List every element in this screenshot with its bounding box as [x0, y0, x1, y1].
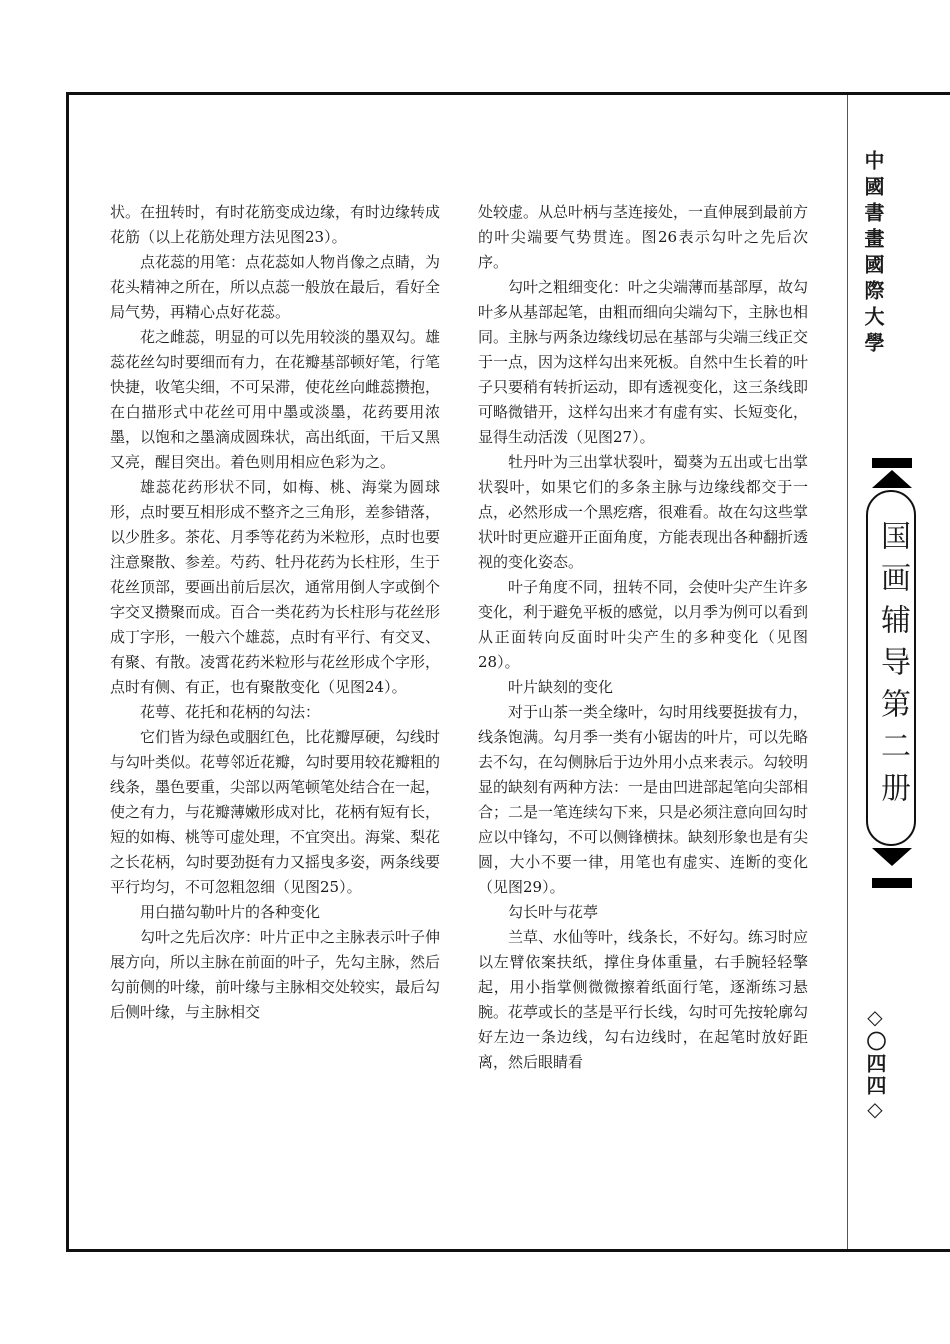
paragraph: 勾叶之粗细变化：叶之尖端薄而基部厚，故勾叶多从基部起笔，由粗而细向尖端勾下，主脉也相同。主脉与两条边缘线切忌在基部与尖端三线正交于一点，因为这样勾出来死板。自然中生长着的叶子只要稍有转折运动，即有透视变化，这三条线即可略微错开，这样勾出来才有虚有实、长短变化，显得生动活泼（见图27）。 — [478, 278, 809, 446]
paragraph: 它们皆为绿色或胭红色，比花瓣厚硬，勾线时与勾叶类似。花萼邻近花瓣，勾时要用较花瓣粗的线条，墨色要重，尖部以两笔顿笔处结合在一起，使之有力，与花瓣薄嫩形成对比，花柄有短有长，短的如梅、桃等可虚处理，不宜突出。海棠、梨花之长花柄，勾时要劲挺有力又摇曳多姿，两条线要平行均匀，不可忽粗忽细（见图25）。 — [110, 728, 441, 896]
paragraph: 雄蕊花药形状不同，如梅、桃、海棠为圆球形，点时要互相形成不整齐之三角形，差参错落，以少胜多。茶花、月季等花药为米粒形，点时也要注意聚散、参差。芍药、牡丹花药为长柱形，生于花丝顶部，要画出前后层次，通常用倒人字或倒个字交叉攒聚而成。百合一类花药为长柱形与花丝形成丁字形，一般六个雄蕊，点时有平行、有交叉、有聚、有散。凌霄花药米粒形与花丝形成个字形，点时有侧、有正，也有聚散变化（见图24）。 — [110, 478, 441, 696]
paragraph: 花之雌蕊，明显的可以先用较淡的墨双勾。雄蕊花丝勾时要细而有力，在花瓣基部顿好笔，行笔快捷，收笔尖细，不可呆滞，使花丝向雌蕊攒抱，在白描形式中花丝可用中墨或淡墨，花药要用浓墨，以饱和之墨滴成圆珠状，高出纸面，干后又黑又亮，醒目突出。着色则用相应色彩为之。 — [110, 328, 441, 471]
section-heading: 用白描勾勒叶片的各种变化 — [140, 903, 321, 921]
section-heading: 花萼、花托和花柄的勾法： — [140, 703, 321, 721]
section-heading: 叶片缺刻的变化 — [508, 678, 614, 696]
title-band-top — [872, 458, 912, 468]
paragraph: 牡丹叶为三出掌状裂叶，蜀葵为五出或七出掌状裂叶，如果它们的多条主脉与边缘线都交于一点，必然形成一个黑疙瘩，很难看。故在勾这些掌状叶时更应避开正面角度，方能表现出各种翻折透视的变化姿态。 — [478, 453, 809, 571]
frame-top-border — [66, 92, 950, 95]
paragraph: 勾叶之先后次序：叶片正中之主脉表示叶子伸展方向，所以主脉在前面的叶子，先勾主脉，然后勾前侧的叶缘，前叶缘与主脉相交处较实，最后勾后侧叶缘，与主脉相交 — [110, 928, 441, 1021]
paragraph: 点花蕊的用笔：点花蕊如人物肖像之点睛，为花头精神之所在，所以点蕊一般放在最后，看好全局气势，再精心点好花蕊。 — [110, 253, 441, 321]
title-band-bottom — [872, 878, 912, 888]
paragraph: 处较虚。从总叶柄与茎连接处，一直伸展到最前方的叶尖端要气势贯连。图26表示勾叶之先后次序。 — [478, 203, 809, 271]
right-text-column — [478, 200, 808, 1075]
frame-left-border — [66, 92, 69, 1252]
paragraph: 状。在扭转时，有时花筋变成边缘，有时边缘转成花筋（以上花筋处理方法见图23）。 — [110, 203, 441, 246]
left-text-column — [110, 200, 440, 1025]
frame-bottom-border — [66, 1249, 950, 1252]
margin-divider — [847, 95, 848, 1249]
chevron-up-ornament-icon — [872, 470, 912, 488]
paragraph: 叶子角度不同，扭转不同，会使叶尖产生许多变化，利于避免平板的感觉，以月季为例可以看到从正面转向反面时叶尖产生的多种变化（见图28）。 — [478, 578, 809, 671]
book-title: 国画辅导第二册 — [875, 520, 910, 814]
chevron-down-ornament-icon — [872, 848, 912, 866]
paragraph: 对于山茶一类全缘叶，勾时用线要挺拔有力，线条饱满。勾月季一类有小锯齿的叶片，可以先略去不勾，在勾侧脉后于边外用小点来表示。勾较明显的缺刻有两种方法：一是由凹进部起笔向尖部相合；二是一笔连续勾下来，只是必须注意向回勾时应以中锋勾，不可以侧锋横抹。缺刻形象也是有尖圆，大小不要一律，用笔也有虚实、连断的变化（见图29）。 — [478, 703, 809, 896]
section-heading: 勾长叶与花葶 — [508, 903, 599, 921]
school-name: 中國書畫國際大學 — [861, 150, 885, 358]
paragraph: 兰草、水仙等叶，线条长，不好勾。练习时应以左臂依案扶纸，撑住身体重量，右手腕轻轻擎起，用小指掌侧微微擦着纸面行笔，逐渐练习悬腕。花葶或长的茎是平行长线，勾时可先按轮廓勾好左边一条边线，勾右边线时，在起笔时放好距离，然后眼睛看 — [478, 928, 809, 1071]
page-number: ◇〇四四◇ — [863, 1005, 887, 1123]
